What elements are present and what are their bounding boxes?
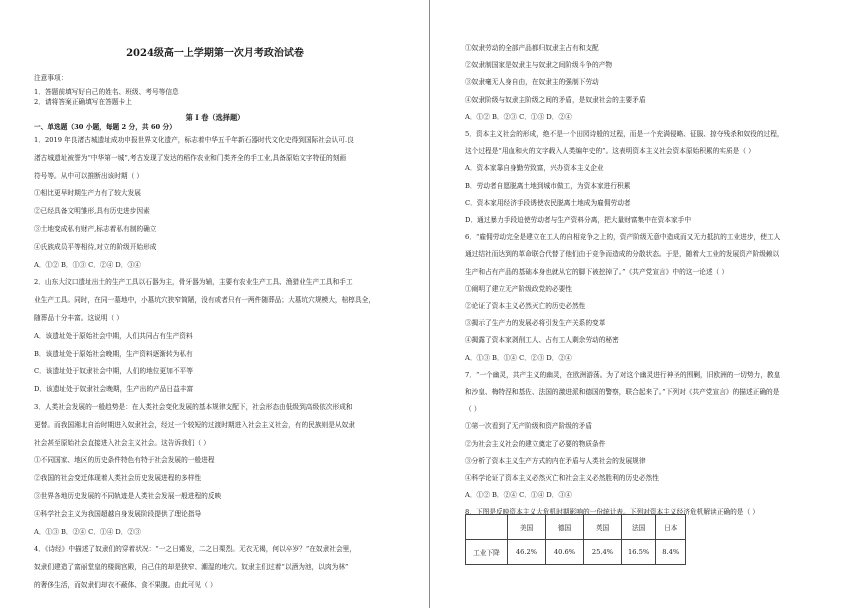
table-cell: 46.2%	[508, 540, 546, 565]
question-line: ③奴隶毫无人身自由，在奴隶主的强制下劳动	[465, 78, 599, 87]
question-line: 奴隶们建造了富丽堂皇的楼阁宫殿，自己住的却是狭窄、潮湿的地穴。奴隶主们过着“以酒为池，以肉为林”	[34, 563, 349, 572]
question-line: A．①② B．①③ C．②④ D．③④	[34, 260, 141, 269]
industry-decline-table	[465, 514, 686, 565]
question-line: ③揭示了生产力的发展必将引发生产关系的变革	[465, 319, 606, 328]
question-line: D．通过暴力手段迫使劳动者与生产资料分离，把大量财富集中在资本家手中	[465, 216, 692, 224]
question-line: ④科学社会主义为我国超越自身发展阶段提供了理论指导	[34, 509, 202, 518]
question-line: ③分析了资本主义生产方式的内在矛盾与人类社会的发展规律	[465, 456, 646, 465]
question-line: A．该遗址处于原始社会中期，人们共同占有生产资料	[34, 331, 193, 340]
table-cell: 40.6%	[546, 540, 584, 565]
table-header-row	[466, 515, 686, 540]
question-line: ①相比更早时期生产力有了较大发展	[34, 189, 141, 198]
question-line: 随葬品十分丰富。这说明（ ）	[34, 314, 124, 322]
question-line: ③土地变成私有财产,标志着私有制的确立	[34, 225, 157, 233]
question-line: 和沙皇、梅特涅和基佐、法国的激进派和德国的警察，联合起来了。”下列对《共产党宣言》的描述正确的是	[465, 388, 780, 396]
question-line: A．资本家靠自身勤劳致富，兴办资本主义企业	[465, 164, 604, 173]
notice-item: 1．答题前填写好自己的姓名、班级、考号等信息	[34, 88, 179, 96]
exam-title: 2024级高一上学期第一次月考政治试卷	[126, 48, 304, 59]
table-header-cell: 美国	[508, 515, 546, 540]
table-header-cell: 日本	[656, 515, 686, 540]
question-line: B．劳动者自愿脱离土地到城市做工，为资本家进行积累	[465, 181, 631, 190]
question-line: 4．《诗经》中描述了奴隶们的穿着状况：“一之日觱发，二之日栗烈。无衣无褐，何以卒岁？”在奴隶社会里，	[34, 545, 357, 554]
question-line: ②为社会主义社会的建立奠定了必要的物质条件	[465, 439, 606, 448]
notice-header: 注意事项：	[34, 74, 68, 82]
question-line: 更替。而我国湘北自治时期进入奴隶社会，经过一个较短的过渡时期进入社会主义社会，有的民族则是从奴隶	[34, 420, 355, 429]
question-line: B．该遗址处于原始社会晚期，生产资料逐渐转为私有	[34, 349, 193, 358]
table-cell: 16.5%	[622, 540, 656, 565]
section-title: 第 I 卷（选择题）	[185, 113, 245, 122]
question-line: 社会甚至原始社会直接进入社会主义社会。这告诉我们（ ）	[34, 438, 210, 447]
question-line: C．该遗址处于奴隶社会中期，人们的地位更加不平等	[34, 367, 193, 376]
table-cell: 8.4%	[656, 540, 686, 565]
question-line: D．该遗址处于奴隶社会晚期，生产出的产品日益丰富	[34, 385, 194, 394]
question-line: C．资本家用经济手段诱使农民脱离土地成为雇佣劳动者	[465, 198, 631, 207]
table-header-cell: 法国	[622, 515, 656, 540]
notice-item: 2．请将答案正确填写在答题卡上	[34, 98, 132, 106]
question-line: ①第一次看到了无产阶级和资产阶级的矛盾	[465, 422, 593, 431]
question-line: 生产和占有产品的基础本身也就从它的脚下被挖掉了。”《共产党宣言》中的这一论述（ ）	[465, 267, 729, 276]
question-line: ④氏族成员平等相待,对立的阶级开始形成	[34, 242, 157, 251]
question-line: A．①③ B．②④ C．①④ D．②③	[34, 527, 141, 536]
question-line: ④奴隶阶级与奴隶主阶级之间的矛盾，是奴隶社会的主要矛盾	[465, 95, 646, 104]
question-line: 6．“雇佣劳动完全是建立在工人的自相竞争之上的，资产阶级无意中造成而又无力抵抗的工业进步，使工人	[465, 233, 781, 242]
question-line: 业生产工具。同时，在同一墓地中，小墓坑穴狭窄简陋，没有或者只有一两件随葬品；大墓坑穴规模大，棺椁具全，	[34, 296, 376, 305]
question-line: 渚古城遗址被誉为“中华第一城”,考古发现了发达的稻作农业和门类齐全的手工业,具备原始文字特征的刻画	[34, 153, 347, 162]
question-line: ③世界各地历史发展的不同轨迹是人类社会发展一般进程的反映	[34, 492, 222, 500]
question-line: 符号等。从中可以推断出该时期（ ）	[34, 171, 144, 180]
question-line: 的奢侈生活，而奴隶们却衣不蔽体、食不果腹。由此可见（ ）	[34, 581, 217, 589]
question-line: A．①② B．②④ C．①④ D．③④	[465, 491, 572, 500]
table-header-cell	[466, 515, 508, 540]
question-line: A．①② B．②③ C．①③ D．②④	[465, 112, 572, 121]
question-line: ①阐明了建立无产阶级政党的必要性	[465, 284, 572, 293]
question-line: A．①③ B．①④ C．②③ D．②④	[465, 353, 572, 362]
table-row	[466, 540, 686, 565]
table-header-cell: 德国	[546, 515, 584, 540]
question-line: ④揭露了资本家剥削工人、占有工人剩余劳动的秘密	[465, 336, 619, 345]
table-cell: 25.4%	[584, 540, 622, 565]
question-line: ②论证了资本主义必然灭亡的历史必然性	[465, 302, 586, 310]
part-title: 一、单选题（30 小题，每题 2 分，共 60 分）	[34, 123, 176, 131]
question-line: 通过结社而达到的革命联合代替了他们由于竞争而造成的分散状态。于是，随着大工业的发展资产阶级赖以	[465, 250, 780, 259]
question-line: 7．“一个幽灵，共产主义的幽灵，在欧洲游荡。为了对这个幽灵进行神圣的围剿，旧欧洲的一切势力，教皇	[465, 370, 781, 379]
question-line: ②已经具备文明雏形,具有历史进步因素	[34, 207, 150, 216]
question-line: （ ）	[465, 405, 481, 414]
question-line: ①不同国家、地区的历史条件特色有特于社会发展的一般进程	[34, 456, 215, 465]
question-line: ②我国的社会变迁体现着人类社会历史发展进程的多样性	[34, 474, 202, 483]
question-line: ④科学论证了资本主义必然灭亡和社会主义必然胜利的历史必然性	[465, 474, 659, 482]
question-line: 8．下图是反映资本主义大危机时期影响的一份统计表。下列对资本主义经济危机解读正确的是（ ）	[465, 508, 759, 517]
question-line: 3．人类社会发展的一般趋势是：在人类社会变化发展的基本规律支配下，社会形态由低级到高级依次形成和	[34, 403, 353, 411]
question-line: ②奴隶制国家是奴隶主与奴隶之间阶级斗争的产物	[465, 61, 613, 70]
table-row-label: 工业下降	[466, 540, 508, 565]
question-line: 1．2019 年良渚古城遗址成功申报世界文化遗产，标志着中华五千年新石器时代文化史得到国际社会认可.良	[34, 136, 354, 144]
question-line: ①奴隶劳动的全部产品都归奴隶主占有和支配	[465, 44, 599, 52]
question-line: 2．山东大汶口遗址出土的生产工具以石器为主，骨牙器为辅，主要有农业生产工具、渔猎业生产工具和手工	[34, 278, 353, 287]
table-header-cell: 英国	[584, 515, 622, 540]
question-line: 这个过程是“用血和火的文字载入人类编年史的”。这表明资本主义社会资本原始积累的实质是（ ）	[465, 147, 755, 156]
question-line: 5．资本主义社会的形成，绝不是一个田园诗般的过程，而是一个充满侵略、征服、掠夺残杀和奴役的过程，	[465, 130, 784, 138]
